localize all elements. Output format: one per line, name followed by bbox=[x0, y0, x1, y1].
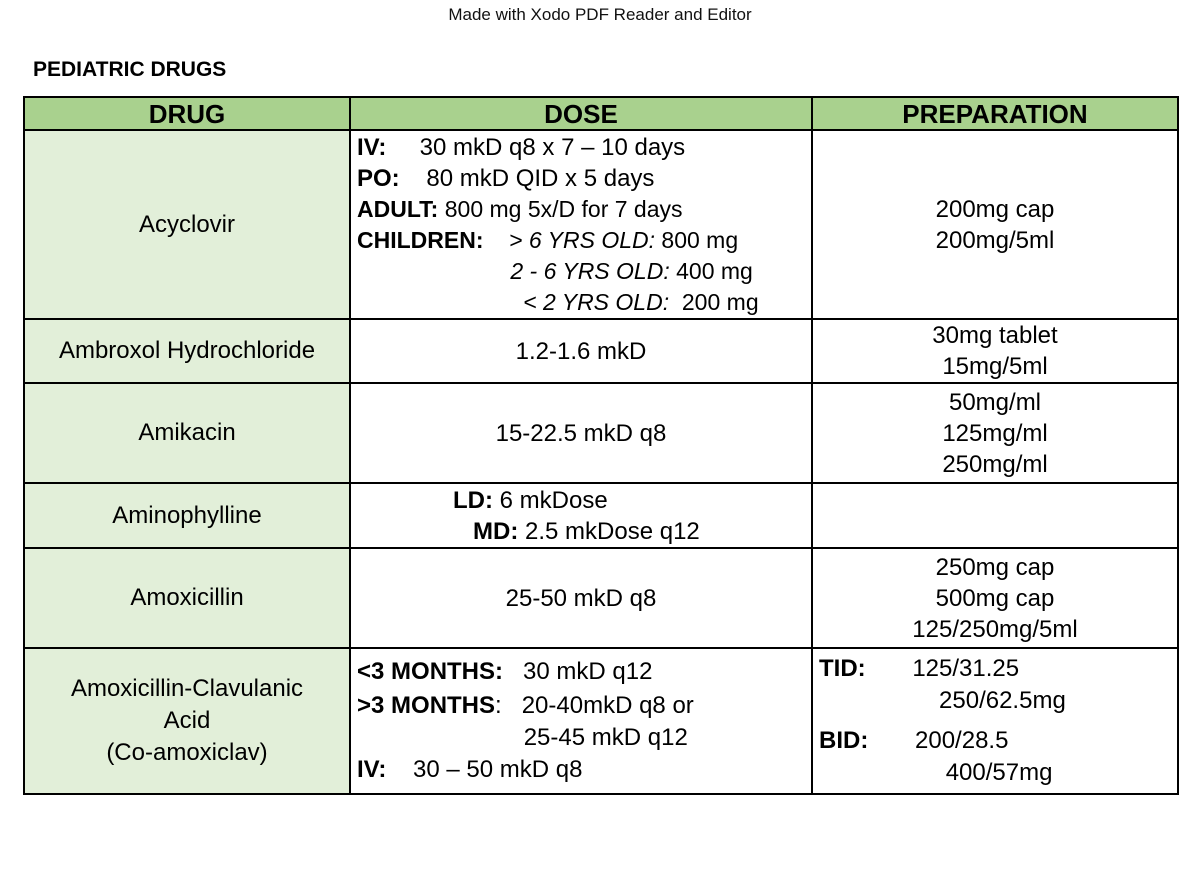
dose-age-group: 2 - 6 YRS OLD: bbox=[357, 257, 670, 284]
watermark-text: Made with Xodo PDF Reader and Editor bbox=[448, 5, 752, 24]
dose-cell bbox=[350, 130, 812, 319]
drug-cell bbox=[24, 319, 350, 383]
dose-line bbox=[357, 194, 811, 225]
drug-name: Amoxicillin bbox=[130, 584, 244, 611]
prep-line: 500mg cap bbox=[935, 584, 1055, 612]
dose-label: LD: bbox=[453, 486, 493, 514]
drug-name: Acyclovir bbox=[138, 210, 235, 238]
drug-name: Amikacin bbox=[138, 419, 236, 446]
prep-text: 200/28.5 bbox=[868, 727, 1009, 754]
dose-text: 6 mkDose bbox=[492, 486, 608, 514]
prep-line: 250mg/ml bbox=[942, 450, 1048, 478]
dose-line bbox=[357, 723, 811, 753]
dose-text: 400 mg bbox=[669, 257, 753, 284]
drug-cell bbox=[24, 383, 350, 483]
dose-line: 1.2-1.6 mkD bbox=[515, 337, 647, 365]
prep-line bbox=[819, 685, 1177, 717]
preparation-cell bbox=[812, 383, 1178, 483]
drug-cell bbox=[24, 548, 350, 648]
prep-line: 30mg tablet bbox=[932, 322, 1058, 349]
dose-label: MD: bbox=[473, 517, 519, 545]
dose-cell bbox=[350, 648, 812, 794]
drug-cell bbox=[24, 483, 350, 548]
prep-label: TID: bbox=[819, 655, 866, 682]
table-row bbox=[24, 483, 1178, 548]
prep-line bbox=[819, 757, 1177, 789]
dose-age-group: < 2 YRS OLD: bbox=[357, 288, 670, 315]
table-row bbox=[24, 130, 1178, 319]
prep-text: 125/31.25 bbox=[865, 655, 1020, 682]
dose-text: 25-45 mkD q12 bbox=[357, 724, 688, 751]
drug-cell bbox=[24, 648, 350, 794]
dose-line bbox=[357, 132, 811, 163]
prep-line: 15mg/5ml bbox=[942, 353, 1048, 380]
dose-text: 30 – 50 mkD q8 bbox=[386, 756, 583, 783]
prep-line bbox=[819, 653, 1177, 685]
preparation-cell bbox=[812, 483, 1178, 548]
dose-line bbox=[357, 689, 811, 723]
prep-line bbox=[819, 725, 1177, 757]
dose-label: IV: bbox=[357, 756, 387, 783]
prep-line: 200mg/5ml bbox=[935, 226, 1055, 254]
dose-line bbox=[453, 485, 811, 516]
preparation-cell bbox=[812, 130, 1178, 319]
dose-text: 80 mkD QID x 5 days bbox=[399, 164, 655, 192]
prep-text: 250/62.5mg bbox=[819, 687, 1066, 714]
preparation-cell bbox=[812, 319, 1178, 383]
dose-line bbox=[357, 753, 811, 787]
dose-text: 800 mg bbox=[655, 226, 739, 253]
table-row bbox=[24, 319, 1178, 383]
table-row bbox=[24, 548, 1178, 648]
drug-name: Ambroxol Hydrochloride bbox=[58, 337, 316, 364]
prep-text: 400/57mg bbox=[819, 759, 1053, 786]
drug-name: Acid bbox=[163, 707, 211, 734]
dose-label: ADULT: bbox=[357, 195, 439, 222]
dose-label: IV: bbox=[357, 133, 387, 161]
dose-text: 800 mg 5x/D for 7 days bbox=[438, 195, 683, 222]
dose-line: 25-50 mkD q8 bbox=[505, 584, 657, 612]
dose-text: 200 mg bbox=[669, 288, 759, 315]
dose-text: : 20-40mkD q8 or bbox=[495, 692, 694, 719]
preparation-cell bbox=[812, 648, 1178, 794]
header-drug: DRUG bbox=[24, 97, 350, 130]
dose-cell bbox=[350, 548, 812, 648]
drug-cell bbox=[24, 130, 350, 319]
prep-line: 125/250mg/5ml bbox=[912, 615, 1078, 643]
dose-cell bbox=[350, 319, 812, 383]
dose-cell bbox=[350, 483, 812, 548]
drug-table bbox=[23, 96, 1179, 795]
dose-cell bbox=[350, 383, 812, 483]
prep-label: BID: bbox=[819, 727, 869, 754]
table-row bbox=[24, 383, 1178, 483]
dose-label: PO: bbox=[357, 164, 400, 192]
prep-line: 250mg cap bbox=[935, 553, 1055, 581]
dose-line bbox=[453, 516, 811, 547]
drug-name: Aminophylline bbox=[112, 501, 262, 529]
drug-name: (Co-amoxiclav) bbox=[106, 739, 268, 766]
prep-line: 200mg cap bbox=[935, 195, 1055, 223]
drug-name: Amoxicillin-Clavulanic bbox=[70, 675, 304, 702]
dose-line bbox=[357, 655, 811, 689]
dose-age-group: > 6 YRS OLD: bbox=[483, 226, 656, 253]
dose-line bbox=[357, 225, 811, 256]
dose-text: 30 mkD q8 x 7 – 10 days bbox=[386, 133, 686, 161]
table-header-row bbox=[24, 97, 1178, 130]
dose-label: CHILDREN: bbox=[357, 226, 484, 253]
page-title: PEDIATRIC DRUGS bbox=[33, 58, 227, 81]
header-preparation: PREPARATION bbox=[812, 97, 1178, 130]
dose-label: >3 MONTHS bbox=[357, 692, 496, 719]
dose-text: 2.5 mkDose q12 bbox=[518, 517, 700, 545]
header-dose: DOSE bbox=[350, 97, 812, 130]
dose-line bbox=[357, 287, 811, 318]
dose-line: 15-22.5 mkD q8 bbox=[495, 419, 667, 447]
preparation-cell bbox=[812, 548, 1178, 648]
prep-line: 50mg/ml bbox=[948, 388, 1042, 416]
table-row bbox=[24, 648, 1178, 794]
dose-line bbox=[357, 256, 811, 287]
dose-text: 30 mkD q12 bbox=[503, 658, 653, 685]
dose-label: <3 MONTHS: bbox=[357, 658, 504, 685]
dose-line bbox=[357, 163, 811, 194]
prep-line: 125mg/ml bbox=[942, 419, 1048, 447]
